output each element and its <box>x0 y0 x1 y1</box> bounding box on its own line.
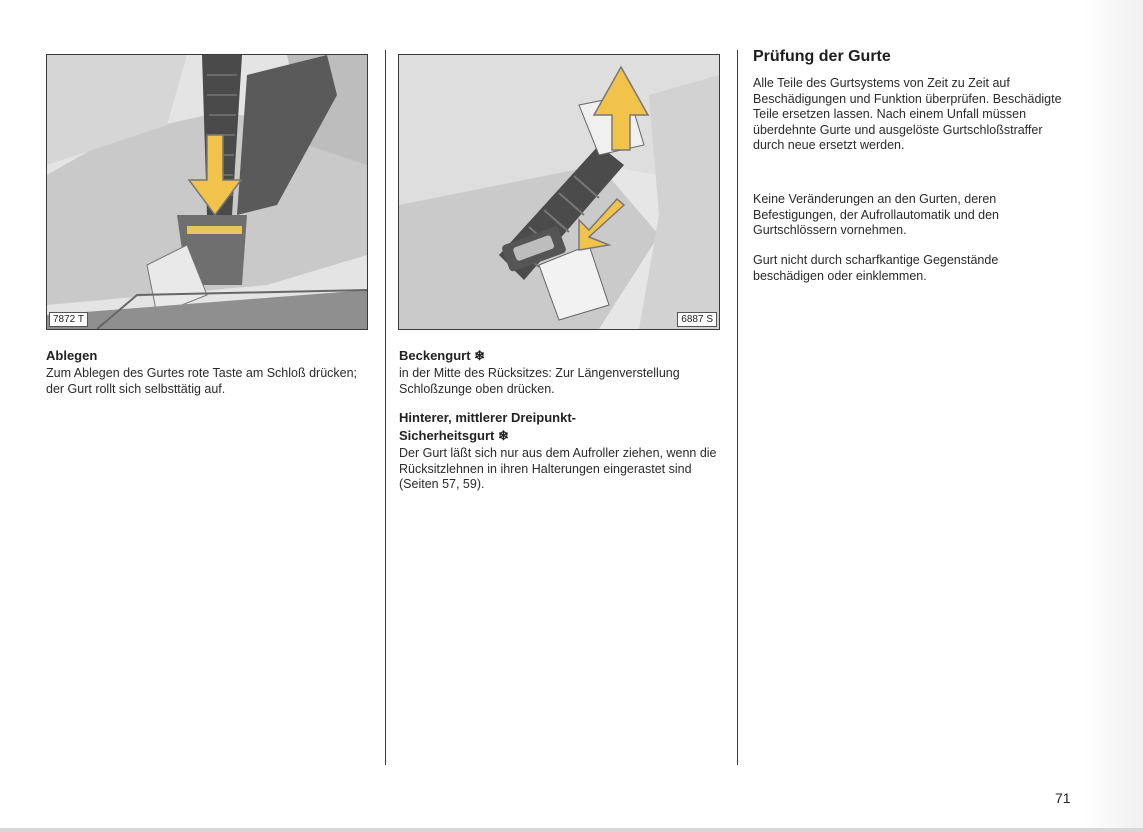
seatbelt-release-illustration <box>47 55 367 329</box>
section-heading-dreipunkt-line2: Sicherheitsgurt ❄ <box>399 428 509 443</box>
page-title: Prüfung der Gurte <box>753 48 891 65</box>
figure-seatbelt-release <box>46 54 368 330</box>
paragraph-pruefung-1: Alle Teile des Gurtsystems von Zeit zu Zeit auf Beschädigungen und Funktion überprüfen. Beschädigte Teile ersetzen lassen. Nach einem Unfall müssen überdehnte Gurte und ausgelöste Gurtschloßstraffer durch neue ersetzt werden. <box>753 76 1062 153</box>
lap-belt-adjust-illustration <box>399 55 719 329</box>
section-heading-ablegen: Ablegen <box>46 348 98 363</box>
paragraph-pruefung-2: Keine Veränderungen an den Gurten, deren Befestigungen, der Aufrollautomatik und den Gurtschlössern vornehmen. <box>753 192 1000 238</box>
figure-lap-belt-adjust <box>398 54 720 330</box>
section-heading-dreipunkt-line1: Hinterer, mittlerer Dreipunkt- <box>399 410 576 425</box>
figure-label: 7872 T <box>49 312 88 327</box>
paragraph-dreipunkt: Der Gurt läßt sich nur aus dem Aufroller ziehen, wenn die Rücksitzlehnen in ihren Halterungen eingerastet sind (Seiten 57, 59). <box>399 446 717 492</box>
figure-label: 6887 S <box>677 312 717 327</box>
section-heading-beckengurt: Beckengurt ❄ <box>399 348 486 363</box>
page-number: 71 <box>1055 790 1071 806</box>
column-divider <box>385 50 386 765</box>
paragraph-pruefung-3: Gurt nicht durch scharfkantige Gegenstände beschädigen oder einklemmen. <box>753 253 999 283</box>
column-divider <box>737 50 738 765</box>
paragraph-beckengurt: in der Mitte des Rücksitzes: Zur Längenverstellung Schloßzunge oben drücken. <box>399 366 680 396</box>
paragraph-ablegen: Zum Ablegen des Gurtes rote Taste am Schloß drücken; der Gurt rollt sich selbsttätig auf. <box>46 366 358 396</box>
page-edge-shadow <box>1083 0 1143 832</box>
page-bottom-edge <box>0 828 1143 832</box>
